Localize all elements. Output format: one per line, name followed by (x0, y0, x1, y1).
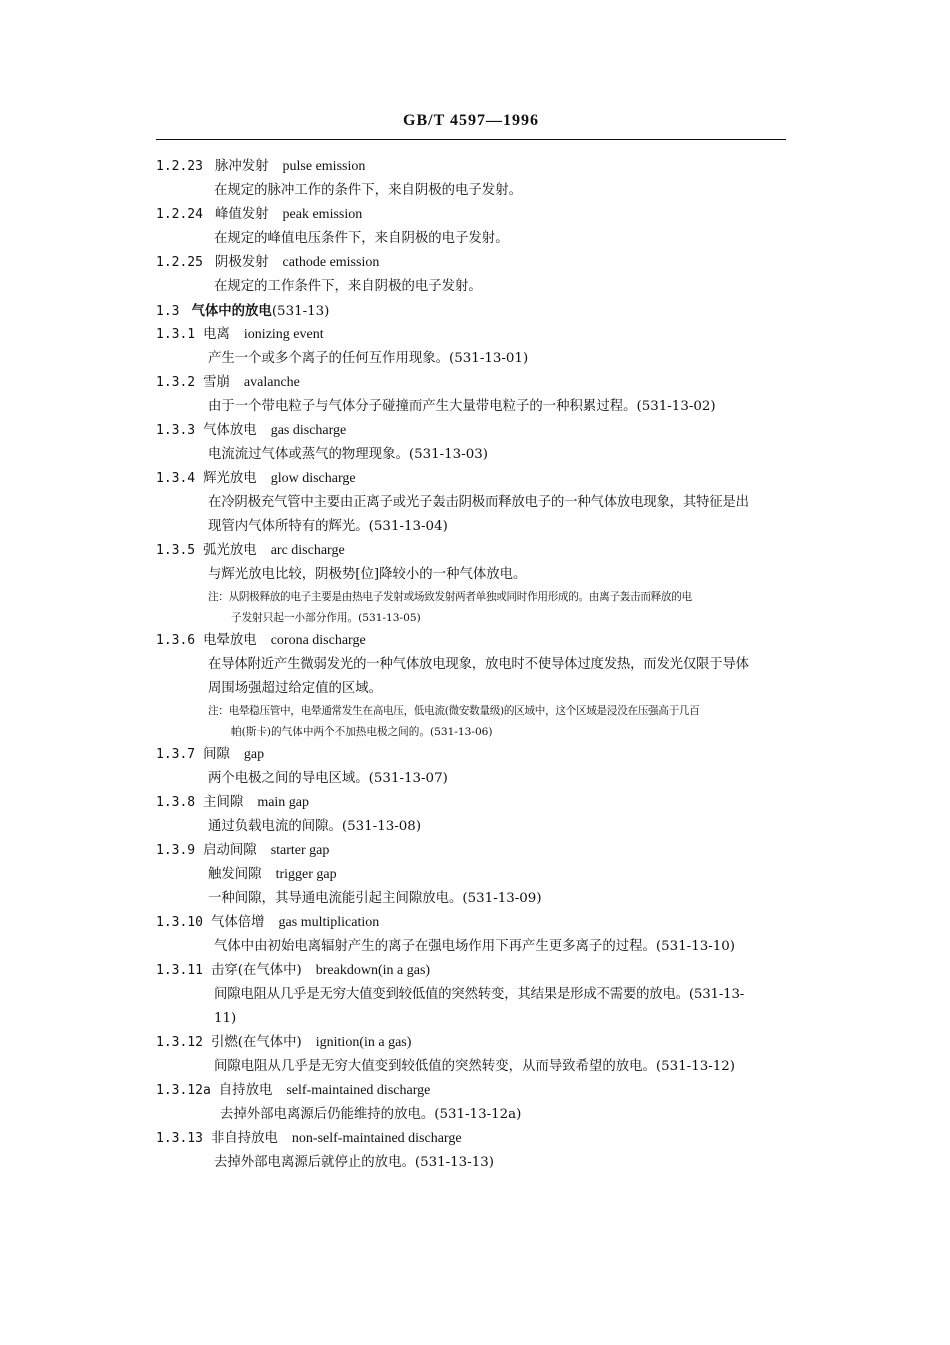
term-heading (156, 467, 788, 491)
term-heading (156, 323, 788, 347)
term-definition: 气体中由初始电离辐射产生的离子在强电场作用下再产生更多离子的过程。(531-13-10) (214, 939, 736, 954)
header-rule (156, 139, 786, 140)
term-en: ionizing event (243, 327, 324, 342)
term-zh: 峰值发射 (214, 207, 269, 222)
term-definition: 由于一个带电粒子与气体分子碰撞而产生大量带电粒子的一种积累过程。(531-13-02) (208, 399, 716, 414)
term-note: 子发射只起一小部分作用。(531-13-05) (231, 612, 421, 624)
term-zh: 非自持放电 (210, 1131, 278, 1146)
term-zh: 弧光放电 (203, 543, 257, 558)
term-heading (156, 155, 788, 179)
term-definition: 在规定的峰值电压条件下，来自阴极的电子发射。 (214, 231, 509, 246)
term-definition: 去掉外部电离源后仍能维持的放电。(531-13-12a) (220, 1107, 522, 1122)
term-en: pulse emission (282, 159, 366, 174)
term-zh: 击穿(在气体中) (210, 963, 302, 978)
term-number: 1.3.12a (156, 1083, 211, 1098)
document-body (156, 155, 788, 1175)
term-definition: 在导体附近产生微弱发光的一种气体放电现象，放电时不使导体过度发热，而发光仅限于导体 (208, 657, 749, 672)
term-number: 1.3.7 (156, 747, 196, 762)
term-definition: 与辉光放电比较，阴极势[位]降较小的一种气体放电。 (208, 567, 527, 582)
standard-number: GB/T 4597—1996 (403, 112, 539, 129)
term-number: 1.3.10 (156, 915, 203, 930)
term-definition: 去掉外部电离源后就停止的放电。(531-13-13) (214, 1155, 494, 1170)
term-alt-en: trigger gap (275, 867, 337, 882)
section-ref: (531-13) (271, 304, 330, 319)
term-zh: 引燃(在气体中) (210, 1035, 302, 1050)
term-number: 1.3.2 (156, 375, 196, 390)
term-zh: 电离 (203, 327, 230, 342)
section-number: 1.3 (156, 304, 180, 319)
term-zh: 启动间隙 (203, 843, 257, 858)
term-en: starter gap (270, 843, 330, 858)
term-definition: 通过负载电流的间隙。(531-13-08) (208, 819, 422, 834)
term-en: arc discharge (270, 543, 345, 558)
term-heading (156, 203, 788, 227)
term-definition: 在规定的工作条件下，来自阴极的电子发射。 (214, 279, 482, 294)
term-zh: 雪崩 (203, 375, 230, 390)
term-number: 1.3.3 (156, 423, 196, 438)
term-en: cathode emission (282, 255, 380, 270)
term-en: gas discharge (270, 423, 347, 438)
term-en: avalanche (243, 375, 300, 390)
term-number: 1.3.1 (156, 327, 196, 342)
term-number: 1.3.8 (156, 795, 196, 810)
term-heading (156, 1031, 788, 1055)
term-en: gap (243, 747, 265, 762)
term-note: 注：从阴极释放的电子主要是由热电子发射或场致发射两者单独或同时作用形成的。由离子轰击而释放的电 (208, 591, 692, 603)
term-heading (156, 371, 788, 395)
term-definition: 两个电极之间的导电区域。(531-13-07) (208, 771, 448, 786)
term-number: 1.3.12 (156, 1035, 203, 1050)
term-number: 1.3.9 (156, 843, 196, 858)
term-heading (156, 743, 788, 767)
term-number: 1.3.4 (156, 471, 196, 486)
term-heading (156, 419, 788, 443)
term-heading (156, 1079, 788, 1103)
term-en: non-self-maintained discharge (291, 1131, 462, 1146)
term-zh: 辉光放电 (203, 471, 257, 486)
term-number: 1.2.23 (156, 159, 203, 174)
term-zh: 气体放电 (203, 423, 257, 438)
term-number: 1.3.11 (156, 963, 203, 978)
term-heading (156, 1127, 788, 1151)
term-definition: 11) (214, 1011, 237, 1026)
term-number: 1.2.24 (156, 207, 203, 222)
term-heading (156, 629, 788, 653)
term-en: ignition(in a gas) (315, 1035, 412, 1050)
term-en: gas multiplication (278, 915, 380, 930)
term-number: 1.3.5 (156, 543, 196, 558)
term-number: 1.2.25 (156, 255, 203, 270)
term-definition: 在冷阴极充气管中主要由正离子或光子轰击阴极而释放电子的一种气体放电现象，其特征是出 (208, 495, 749, 510)
term-heading (156, 959, 788, 983)
term-heading (156, 539, 788, 563)
term-heading (156, 839, 788, 863)
term-number: 1.3.13 (156, 1131, 203, 1146)
term-definition: 现管内气体所特有的辉光。(531-13-04) (208, 519, 448, 534)
term-zh: 间隙 (203, 747, 230, 762)
term-note: 帕(斯卡)的气体中两个不加热电极之间的。(531-13-06) (231, 726, 493, 738)
term-en: peak emission (282, 207, 363, 222)
term-en: glow discharge (270, 471, 356, 486)
term-en: self-maintained discharge (286, 1083, 431, 1098)
section-heading (156, 299, 788, 323)
term-en: breakdown(in a gas) (315, 963, 431, 978)
term-zh: 自持放电 (218, 1083, 273, 1098)
term-definition: 电流流过气体或蒸气的物理现象。(531-13-03) (208, 447, 488, 462)
term-en: main gap (257, 795, 310, 810)
term-definition: 周围场强超过给定值的区域。 (208, 681, 383, 696)
term-zh: 阴极发射 (214, 255, 269, 270)
section-title: 气体中的放电 (191, 303, 272, 319)
term-en: corona discharge (270, 633, 366, 648)
term-definition: 一种间隙，其导通电流能引起主间隙放电。(531-13-09) (208, 891, 542, 906)
term-definition: 产生一个或多个离子的任何互作用现象。(531-13-01) (208, 351, 529, 366)
term-definition: 间隙电阻从几乎是无穷大值变到较低值的突然转变，其结果是形成不需要的放电。(531-13- (214, 987, 745, 1002)
term-zh: 电晕放电 (203, 633, 257, 648)
term-definition: 在规定的脉冲工作的条件下，来自阴极的电子发射。 (214, 183, 522, 198)
term-alt-zh: 触发间隙 (208, 867, 262, 882)
term-heading (156, 911, 788, 935)
term-zh: 气体倍增 (210, 915, 265, 930)
term-number: 1.3.6 (156, 633, 196, 648)
term-definition: 间隙电阻从几乎是无穷大值变到较低值的突然转变，从而导致希望的放电。(531-13-12) (214, 1059, 736, 1074)
term-heading (156, 791, 788, 815)
term-note: 注：电晕稳压管中，电晕通常发生在高电压，低电流(微安数量级)的区域中，这个区域是浸没在压强高于几百 (208, 705, 700, 717)
term-zh: 主间隙 (203, 795, 244, 810)
term-zh: 脉冲发射 (214, 159, 269, 174)
term-alt-heading (156, 863, 788, 887)
term-heading (156, 251, 788, 275)
